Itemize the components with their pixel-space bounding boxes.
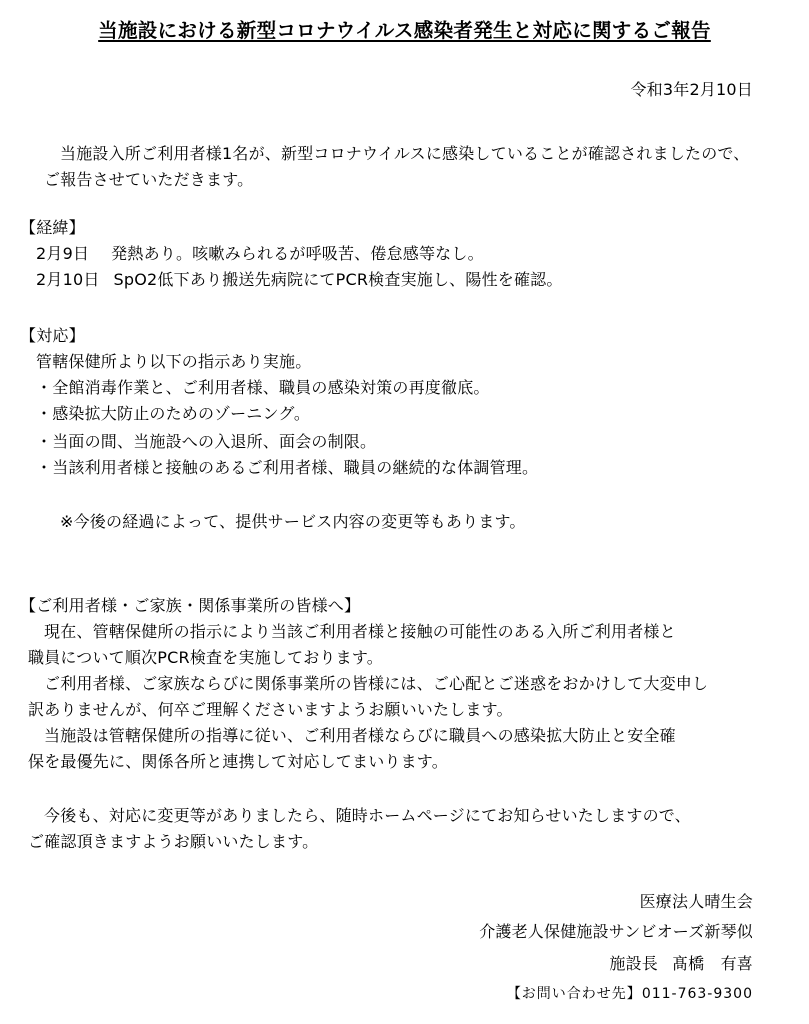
contact-label: 【お問い合わせ先】 [506, 986, 642, 1002]
closing-line-1: 今後も、対応に変更等がありましたら、随時ホームページにてお知らせいたしますので、 [44, 806, 691, 825]
history-entry-1 [36, 244, 484, 264]
message-line-3: ご利用者様、ご家族ならびに関係事業所の皆様には、ご心配とご迷惑をおかけして大変申し [44, 674, 709, 693]
message-heading: 【ご利用者様・ご家族・関係事業所の皆様へ】 [20, 596, 361, 615]
history-entry-text: SpO2低下あり搬送先病院にてPCR検査実施し、陽性を確認。 [113, 270, 563, 289]
signature-org: 医療法人晴生会 [639, 892, 753, 911]
history-entry-2 [36, 270, 563, 290]
response-line-3: ・感染拡大防止のためのゾーニング。 [36, 404, 311, 423]
history-entry-date: 2月9日 [36, 244, 90, 263]
closing-line-2: ご確認頂きますようお願いいたします。 [28, 832, 319, 851]
director-name: 髙橋 有喜 [671, 954, 753, 973]
contact-info [507, 984, 753, 1004]
history-heading: 【経緯】 [20, 218, 85, 237]
message-line-1: 現在、管轄保健所の指示により当該ご利用者様と接触の可能性のある入所ご利用者様と [44, 622, 676, 641]
response-line-5: ・当該利用者様と接触のあるご利用者様、職員の継続的な体調管理。 [36, 458, 539, 477]
document-title [0, 18, 809, 44]
response-line-1: 管轄保健所より以下の指示あり実施。 [36, 352, 312, 371]
response-heading: 【対応】 [20, 326, 85, 345]
history-entry-text: 発熱あり。咳嗽みられるが呼吸苦、倦怠感等なし。 [111, 244, 484, 263]
response-line-2: ・全館消毒作業と、ご利用者様、職員の感染対策の再度徹底。 [36, 378, 490, 397]
document-title-text: 当施設における新型コロナウイルス感染者発生と対応に関するご報告 [98, 19, 711, 42]
message-line-2: 職員について順次PCR検査を実施しております。 [28, 648, 383, 667]
intro-line-2: ご報告させていただきます。 [44, 170, 254, 189]
contact-phone: 011-763-9300 [641, 986, 753, 1002]
signature-director [609, 954, 753, 974]
history-entry-date: 2月10日 [36, 270, 100, 289]
director-title: 施設長 [609, 954, 658, 973]
signature-facility: 介護老人保健施設サンビオーズ新琴似 [479, 922, 753, 941]
document-date: 令和3年2月10日 [630, 80, 753, 99]
message-line-6: 保を最優先に、関係各所と連携して対応してまいります。 [28, 752, 448, 771]
response-line-4: ・当面の間、当施設への入退所、面会の制限。 [36, 432, 377, 451]
message-line-4: 訳ありませんが、何卒ご理解くださいますようお願いいたします。 [28, 700, 513, 719]
message-line-5: 当施設は管轄保健所の指導に従い、ご利用者様ならびに職員への感染拡大防止と安全確 [44, 726, 676, 745]
intro-line-1: 当施設入所ご利用者様1名が、新型コロナウイルスに感染していることが確認されましたので、 [60, 144, 750, 163]
response-note: ※今後の経過によって、提供サービス内容の変更等もあります。 [60, 512, 526, 531]
